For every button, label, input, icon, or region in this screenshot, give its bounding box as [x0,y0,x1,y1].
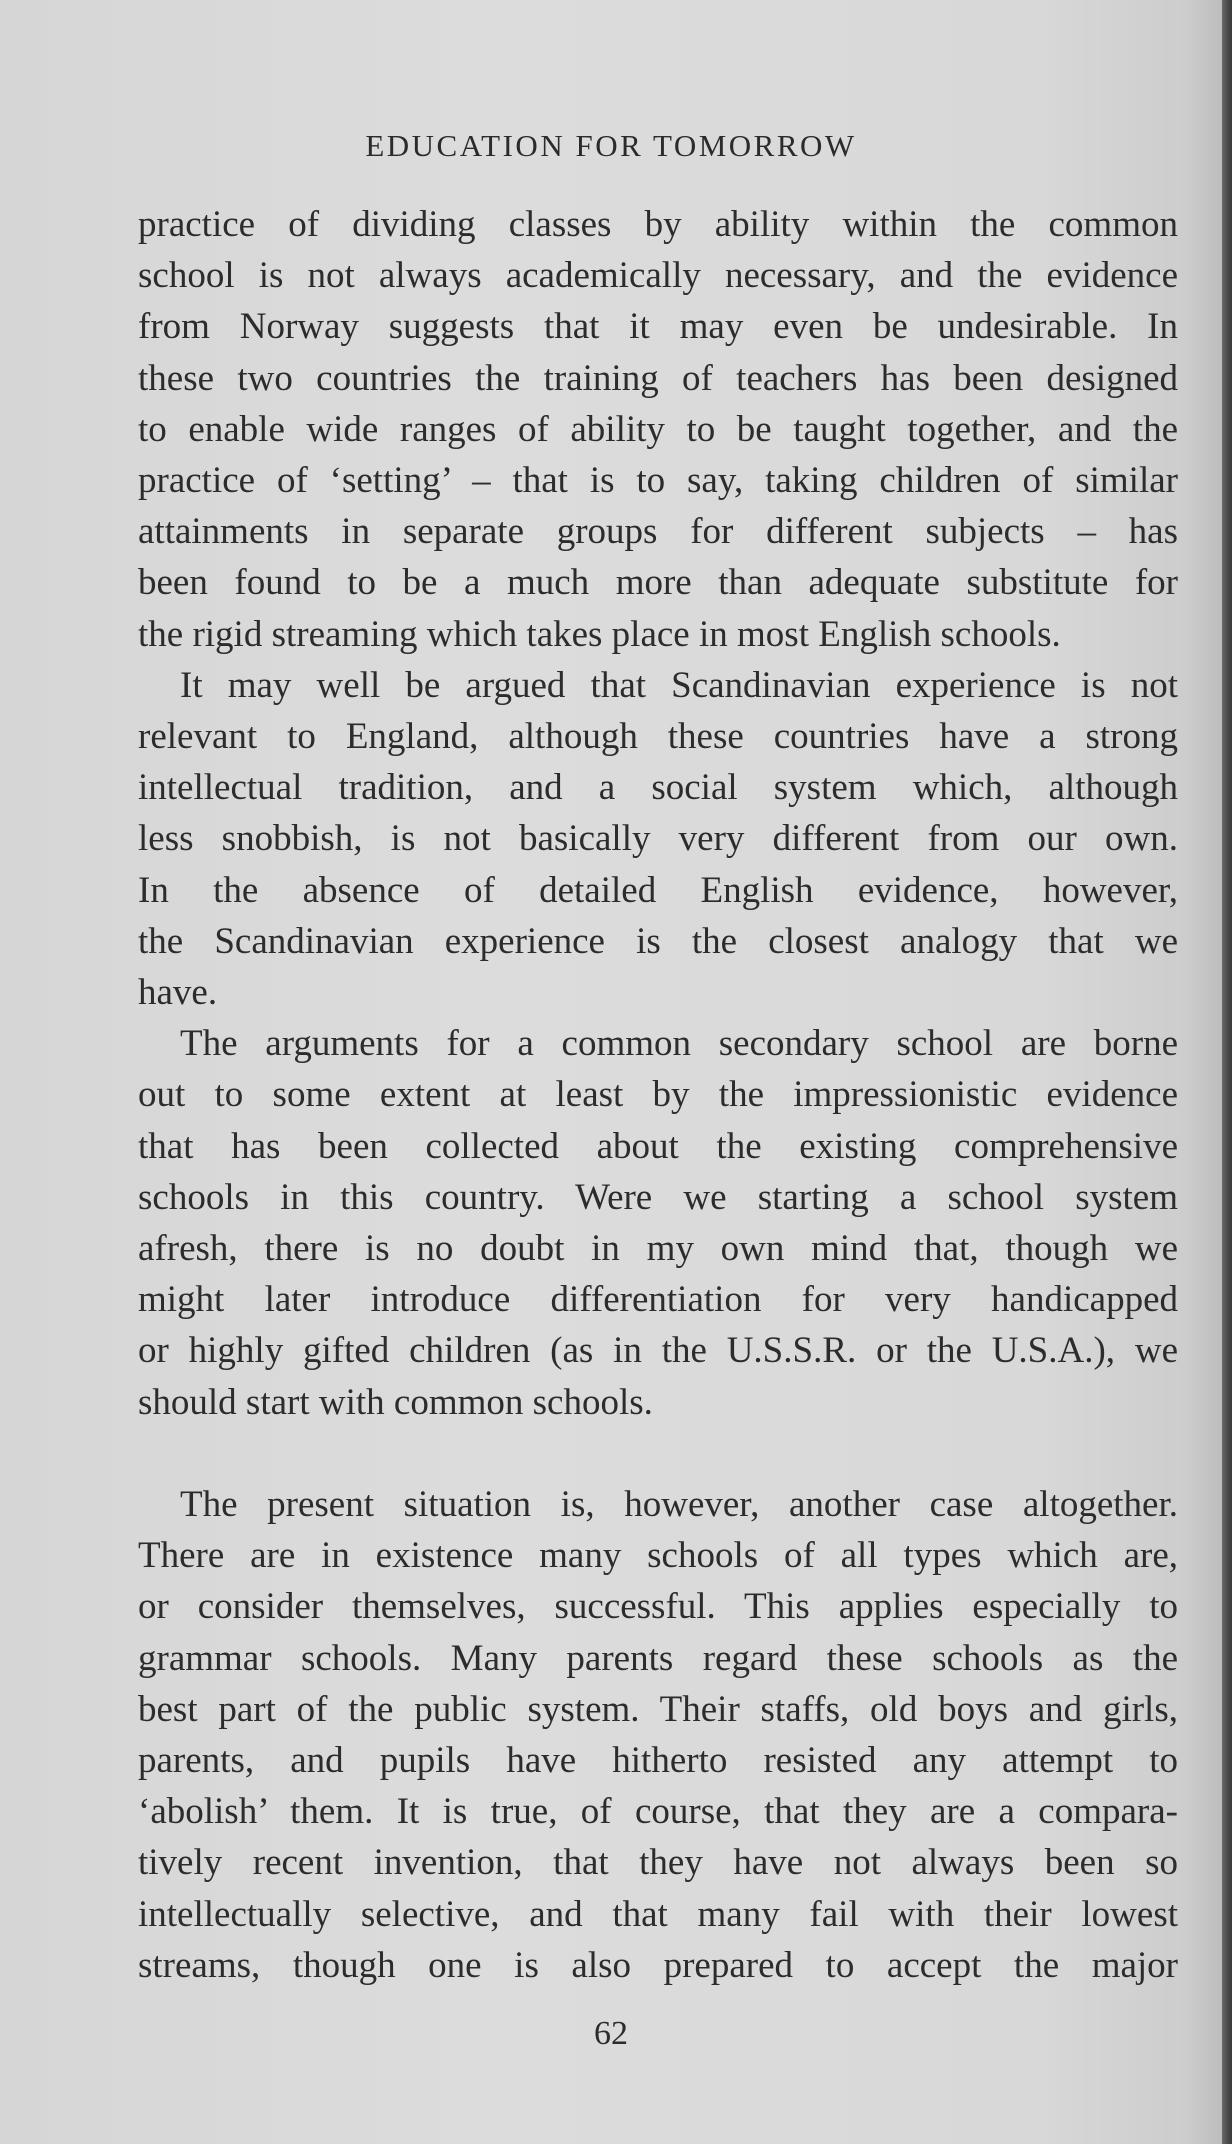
text-line: streams, though one is also prepared to accept the major [138,1944,1178,1986]
text-line: There are in existence many schools of all types which are, [138,1535,1178,1577]
text-line: school is not always academically necessary, and the evidence [138,255,1178,297]
text-line: the rigid streaming which takes place in most English schools. [138,613,1061,655]
text-line: parents, and pupils have hitherto resisted any attempt to [138,1740,1178,1781]
text-line: intellectually selective, and that many fail with their lowest [138,1893,1178,1935]
text-line: intellectual tradition, and a social system which, although [138,767,1178,809]
text-line: have. [138,972,218,1013]
text-line: attainments in separate groups for different subjects – has [138,511,1178,553]
text-line: should start with common schools. [138,1381,653,1423]
running-head: EDUCATION FOR TOMORROW [365,128,857,163]
text-line: that has been collected about the existing comprehensive [138,1125,1178,1167]
page-number: 62 [594,2015,628,2052]
text-line: The arguments for a common secondary school are borne [180,1023,1178,1065]
text-line: practice of ‘setting’ – that is to say, taking children of similar [138,460,1178,501]
text-line: the Scandinavian experience is the closest analogy that we [138,920,1178,962]
text-line: been found to be a much more than adequate substitute for [138,562,1178,604]
text-line: grammar schools. Many parents regard these schools as the [138,1637,1178,1679]
text-line: tively recent invention, that they have not always been so [138,1842,1178,1884]
text-line: best part of the public system. Their staffs, old boys and girls, [138,1688,1178,1730]
text-line: to enable wide ranges of ability to be taught together, and the [138,408,1178,450]
text-line: or highly gifted children (as in the U.S.S.R. or the U.S.A.), we [138,1330,1178,1372]
text-line: these two countries the training of teachers has been designed [138,357,1178,399]
text-line: afresh, there is no doubt in my own mind that, though we [138,1228,1178,1269]
text-line: less snobbish, is not basically very different from our own. [138,818,1178,860]
text-line: out to some extent at least by the impressionistic evidence [138,1074,1178,1116]
book-binding-shadow [1222,0,1232,2144]
text-line: from Norway suggests that it may even be undesirable. In [138,306,1178,348]
text-line: The present situation is, however, another case altogether. [180,1484,1178,1525]
text-line: relevant to England, although these countries have a strong [138,716,1178,757]
text-line: ‘abolish’ them. It is true, of course, that they are a compara- [138,1791,1178,1833]
text-line: schools in this country. Were we starting a school system [138,1176,1178,1218]
text-line: In the absence of detailed English evidence, however, [138,869,1178,911]
text-line: or consider themselves, successful. This applies especially to [138,1586,1178,1628]
text-line: It may well be argued that Scandinavian experience is not [180,664,1178,706]
text-line: practice of dividing classes by ability within the common [138,204,1178,245]
text-line: might later introduce differentiation for very handicapped [138,1279,1178,1321]
